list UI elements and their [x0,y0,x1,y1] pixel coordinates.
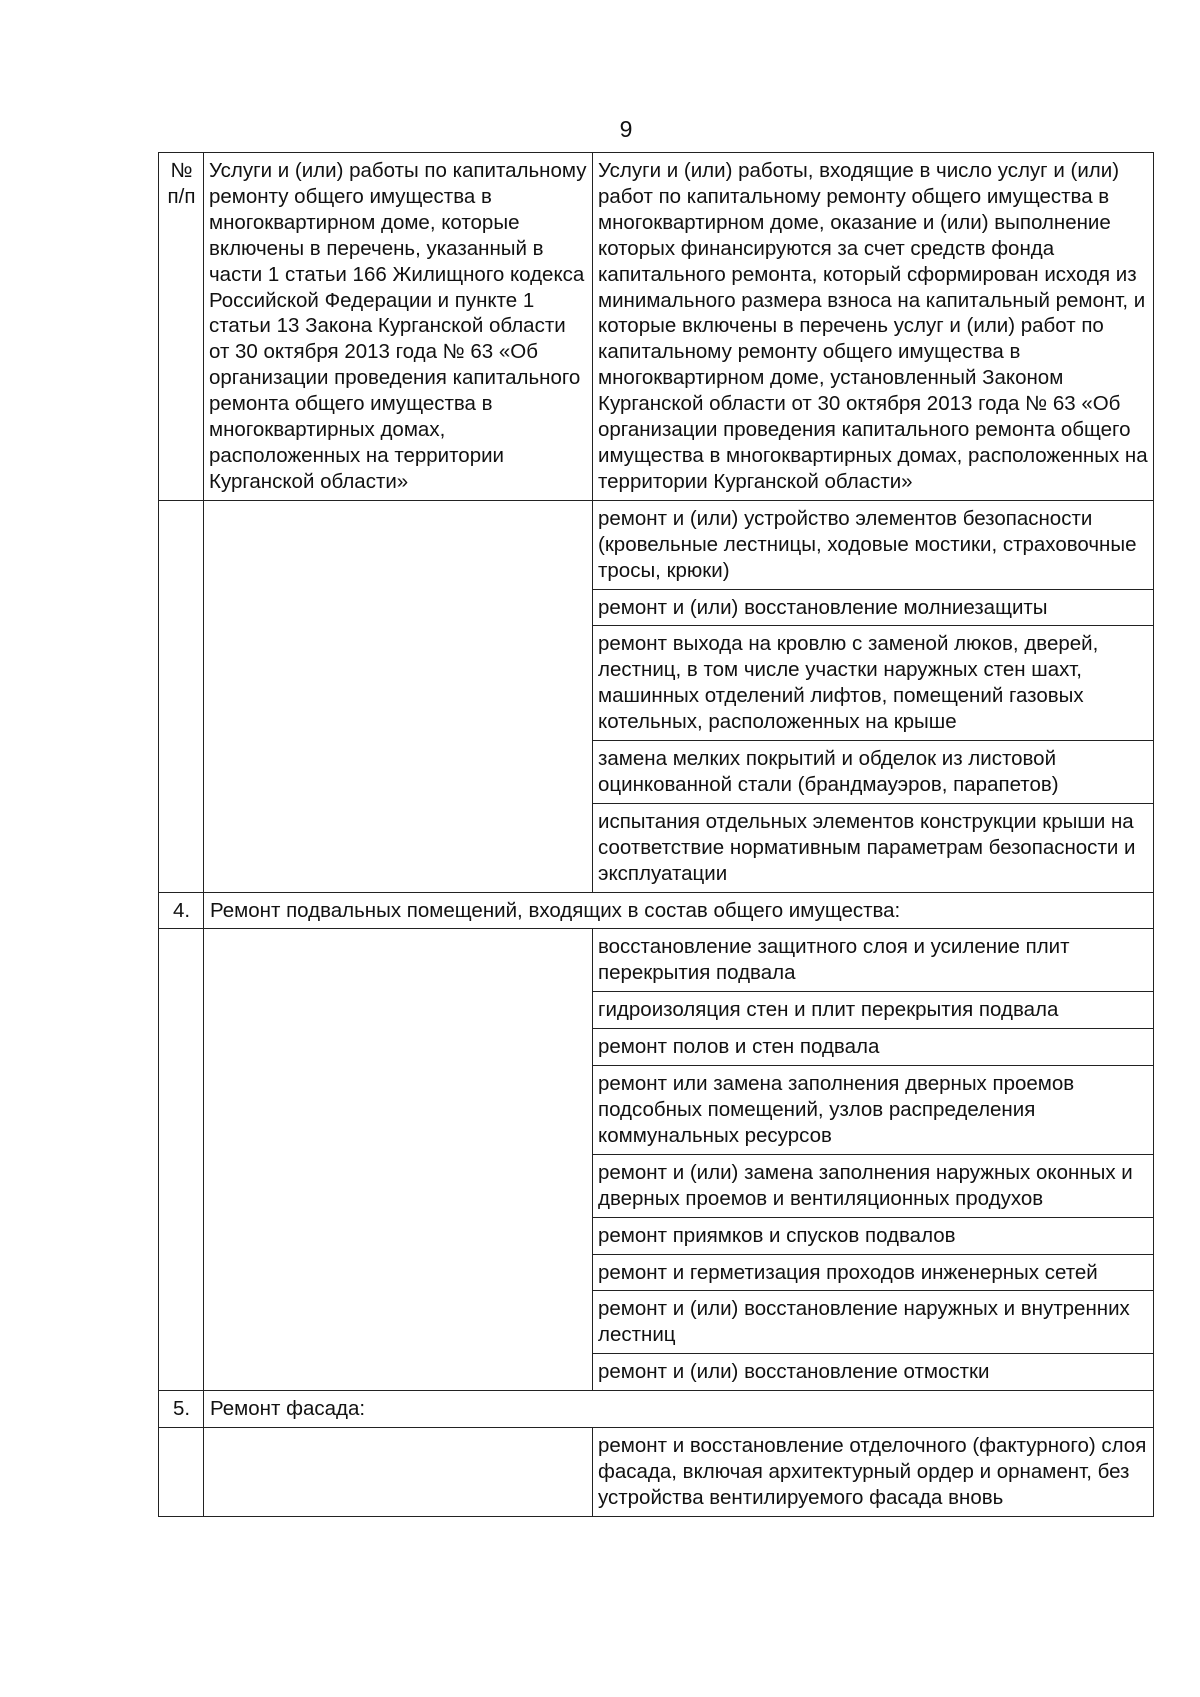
basement-item: ремонт и (или) восстановление отмостки [593,1354,1154,1391]
basement-item-row [159,929,1154,992]
basement-item: ремонт и (или) замена заполнения наружных оконных и дверных проемов и вентиляционных продухов [593,1154,1154,1217]
section-4-number: 4. [159,892,204,929]
roof-item: испытания отдельных элементов конструкции крыши на соответствие нормативным параметрам безопасности и эксплуатации [593,803,1154,892]
empty-services-cell [204,929,593,1391]
roof-item: замена мелких покрытий и обделок из листовой оцинкованной стали (брандмауэров, парапетов) [593,741,1154,804]
roof-item: ремонт и (или) устройство элементов безопасности (кровельные лестницы, ходовые мостики, страховочные тросы, крюки) [593,500,1154,589]
page-number: 9 [619,116,633,142]
section-5-row [159,1391,1154,1428]
basement-item: гидроизоляция стен и плит перекрытия подвала [593,992,1154,1029]
header-services-law-cell: Услуги и (или) работы по капитальному ремонту общего имущества в многоквартирном доме, которые включены в перечень, указанный в части 1 статьи 166 Жилищного кодекса Российской Федерации и пункте 1 статьи 13 Закона Курганской области от 30 октября 2013 года № 63 «Об организации проведения капитального ремонта общего имущества в многоквартирных домах, расположенных на территории Курганской области» [204,153,593,501]
basement-item: восстановление защитного слоя и усиление плит перекрытия подвала [593,929,1154,992]
basement-item: ремонт приямков и спусков подвалов [593,1217,1154,1254]
empty-services-cell [204,500,593,892]
section-4-title: Ремонт подвальных помещений, входящих в состав общего имущества: [204,892,1154,929]
empty-services-cell [204,1428,593,1517]
roof-item: ремонт выхода на кровлю с заменой люков, дверей, лестниц, в том числе участки наружных стен шахт, машинных отделений лифтов, помещений газовых котельных, расположенных на крыше [593,626,1154,741]
facade-item-row [159,1428,1154,1517]
basement-item: ремонт полов и стен подвала [593,1029,1154,1066]
section-4-row [159,892,1154,929]
repair-services-table [158,152,1154,1517]
empty-number-cell [159,1428,204,1517]
basement-item: ремонт или замена заполнения дверных проемов подсобных помещений, узлов распределения коммунальных ресурсов [593,1066,1154,1155]
roof-item: ремонт и (или) восстановление молниезащиты [593,589,1154,626]
roof-item-row [159,500,1154,589]
basement-item: ремонт и герметизация проходов инженерных сетей [593,1254,1154,1291]
section-5-number: 5. [159,1391,204,1428]
basement-item: ремонт и (или) восстановление наружных и внутренних лестниц [593,1291,1154,1354]
header-services-fund-cell: Услуги и (или) работы, входящие в число услуг и (или) работ по капитальному ремонту общего имущества в многоквартирном доме, оказание и (или) выполнение которых финансируются за счет средств фонда капитального ремонта, который сформирован исходя из минимального размера взноса на капитальный ремонт, и которые включены в перечень услуг и (или) работ по капитальному ремонту общего имущества в многоквартирном доме, установленный Законом Курганской области от 30 октября 2013 года № 63 «Об организации проведения капитального ремонта общего имущества в многоквартирных домах, расположенных на территории Курганской области» [593,153,1154,501]
section-5-title: Ремонт фасада: [204,1391,1154,1428]
facade-item: ремонт и восстановление отделочного (фактурного) слоя фасада, включая архитектурный ордер и орнамент, без устройства вентилируемого фасада вновь [593,1428,1154,1517]
header-number-cell: № п/п [159,153,204,501]
table-header-row [159,153,1154,501]
empty-number-cell [159,929,204,1391]
empty-number-cell [159,500,204,892]
